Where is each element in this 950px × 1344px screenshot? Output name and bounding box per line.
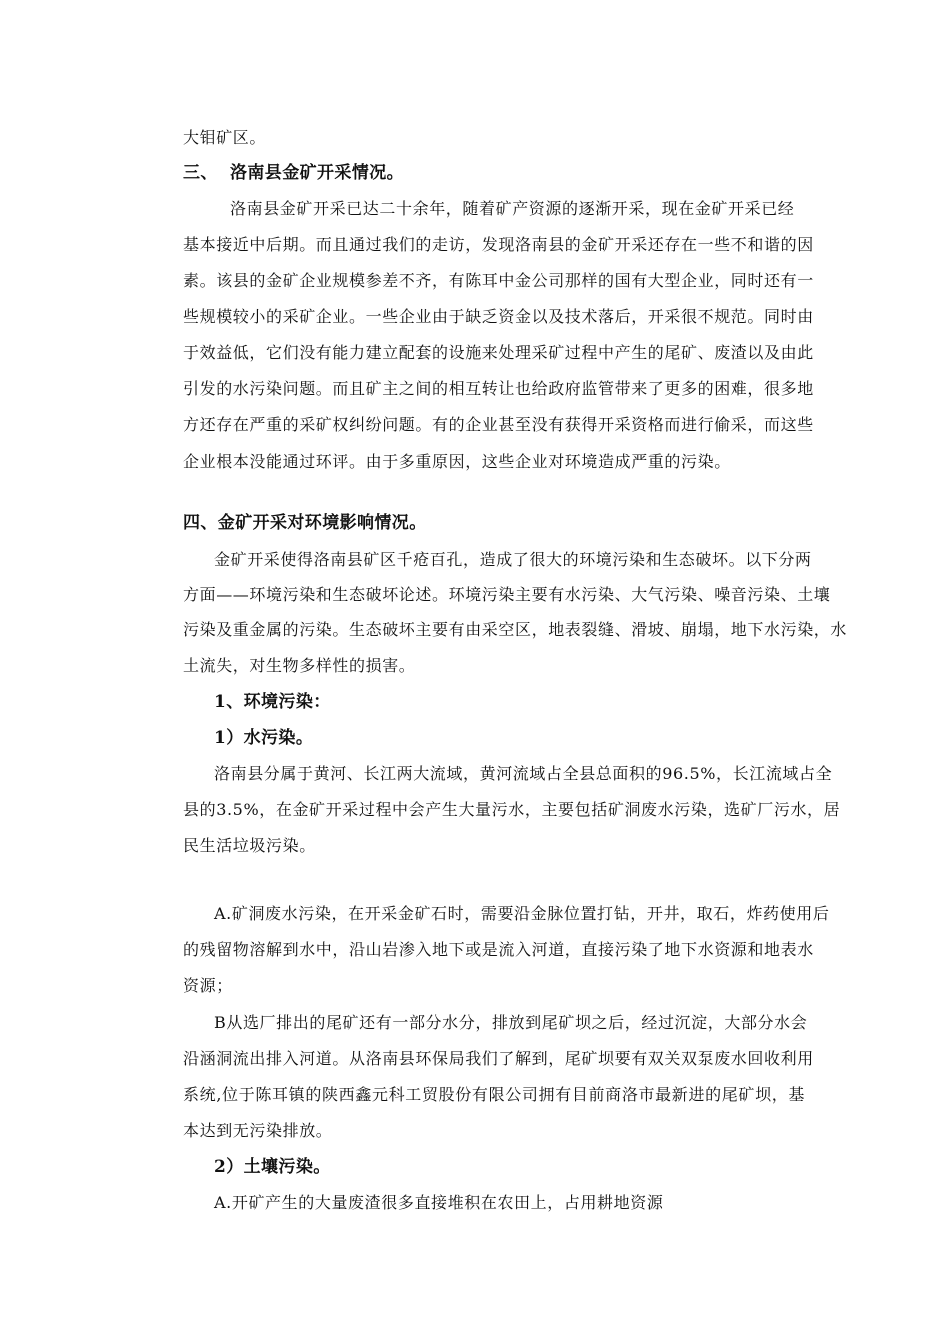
subsection-heading: 1、环境污染： [214,692,331,712]
paragraph-line: A.开矿产生的大量废渣很多直接堆积在农田上，占用耕地资源 [214,1193,664,1212]
paragraph-line: 民生活垃圾污染。 [183,836,316,855]
paragraph-line: 于效益低，它们没有能力建立配套的设施来处理采矿过程中产生的尾矿、废渣以及由此 [183,343,814,362]
paragraph-line: 方面——环境污染和生态破坏论述。环境污染主要有水污染、大气污染、噪音污染、土壤 [183,585,831,604]
subsection-heading: 2）土壤污染。 [214,1157,331,1177]
paragraph-line: 土流失，对生物多样性的损害。 [183,656,416,675]
paragraph-line: 系统,位于陈耳镇的陕西鑫元科工贸股份有限公司拥有目前商洛市最新进的尾矿坝，基 [183,1085,805,1104]
paragraph-line: 污染及重金属的污染。生态破坏主要有由采空区，地表裂缝、滑坡、崩塌，地下水污染，水 [183,620,848,639]
paragraph-line: 洛南县分属于黄河、长江两大流域，黄河流域占全县总面积的96.5%，长江流域占全 [214,764,833,783]
section-heading: 四、金矿开采对环境影响情况。 [183,513,427,533]
paragraph-line: 方还存在严重的采矿权纠纷问题。有的企业甚至没有获得开采资格而进行偷采，而这些 [183,415,814,434]
paragraph-line: 素。该县的金矿企业规模参差不齐，有陈耳中金公司那样的国有大型企业，同时还有一 [183,271,814,290]
paragraph-line: 县的3.5%，在金矿开采过程中会产生大量污水，主要包括矿洞废水污染，选矿厂污水，居 [183,800,841,819]
paragraph-line: 沿涵洞流出排入河道。从洛南县环保局我们了解到，尾矿坝要有双关双泵废水回收利用 [183,1049,814,1068]
section-number: 三、 [183,163,218,183]
paragraph-line: 大钼矿区。 [183,128,267,147]
paragraph-line: A.矿洞废水污染，在开采金矿石时，需要沿金脉位置打钻，开井，取石，炸药使用后 [214,904,830,923]
paragraph-line: 金矿开采使得洛南县矿区千疮百孔，造成了很大的环境污染和生态破坏。以下分两 [214,550,812,569]
subsection-heading: 1）水污染。 [214,728,314,748]
paragraph-line: 资源； [183,976,233,995]
paragraph-line: 企业根本没能通过环评。由于多重原因，这些企业对环境造成严重的污染。 [183,452,731,471]
paragraph-line: 本达到无污染排放。 [183,1121,333,1140]
paragraph-line: 些规模较小的采矿企业。一些企业由于缺乏资金以及技术落后，开采很不规范。同时由 [183,307,814,326]
paragraph-line: 的残留物溶解到水中，沿山岩渗入地下或是流入河道，直接污染了地下水资源和地表水 [183,940,814,959]
paragraph-line: 引发的水污染问题。而且矿主之间的相互转让也给政府监管带来了更多的困难，很多地 [183,379,814,398]
paragraph-line: B从选厂排出的尾矿还有一部分水分，排放到尾矿坝之后，经过沉淀，大部分水会 [214,1013,808,1032]
section-heading: 洛南县金矿开采情况。 [230,163,404,183]
paragraph-line: 洛南县金矿开采已达二十余年，随着矿产资源的逐渐开采，现在金矿开采已经 [230,199,795,218]
paragraph-line: 基本接近中后期。而且通过我们的走访，发现洛南县的金矿开采还存在一些不和谐的因 [183,235,814,254]
